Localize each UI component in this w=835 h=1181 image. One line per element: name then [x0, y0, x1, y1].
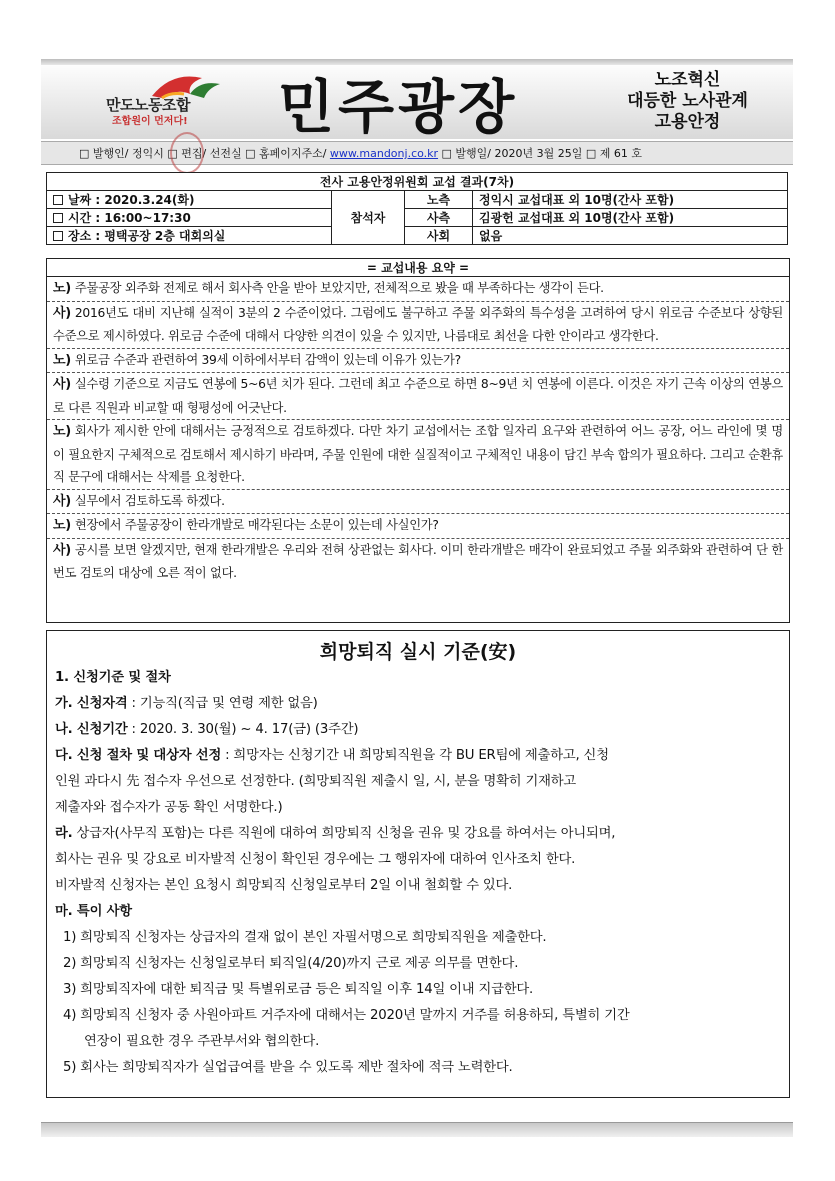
special-notes-heading: 마. 특이 사항: [55, 904, 132, 919]
slogan-box: [600, 70, 775, 133]
summary-entry: 사) 실무에서 검토하도록 하겠다.: [47, 490, 789, 515]
summary-entry: 사) 공시를 보면 알겠지만, 현재 한라개발은 우리와 전혀 상관없는 회사다. 이미 한라개발은 매각이 완료되었고 주물 외주화와 관련하여 단 한 번도 검토의 대상에 오른 적이 없다.: [53, 542, 783, 580]
footer-bar: [41, 1122, 793, 1137]
speaker-label: 노): [53, 352, 71, 368]
summary-entry: 노) 주물공장 외주화 전제로 해서 회사측 안을 받아 보았지만, 전체적으로 봤을 때 부족하다는 생각이 든다.: [47, 277, 789, 302]
summary-title: = 교섭내용 요약 =: [47, 259, 789, 277]
checkbox-icon: [53, 231, 63, 241]
speaker-label: 사): [53, 305, 71, 321]
special-note-item: 2) 희망퇴직 신청자는 신청일로부터 퇴직일(4/20)까지 근로 제공 의무를 면한다.: [63, 956, 519, 971]
publication-info-line: [41, 141, 793, 165]
speaker-label: 사): [53, 377, 71, 392]
side-label: 사측: [405, 209, 473, 227]
criterion-procedure: 다. 신청 절차 및 대상자 선정 : 희망자는 신청기간 내 희망퇴직원을 각 BU ER팀에 제출하고, 신청: [55, 748, 609, 763]
checkbox-icon: [53, 213, 63, 223]
negotiation-summary: [46, 258, 790, 623]
summary-entry: 노) 현장에서 주물공장이 한라개발로 매각된다는 소문이 있는데 사실인가?: [47, 514, 789, 539]
slogan-line-1: 노조혁신: [654, 70, 721, 90]
speaker-label: 노): [53, 424, 71, 439]
publication-title: 민주광장: [278, 73, 519, 141]
attendees-label: 참석자: [332, 191, 405, 245]
special-note-item: 5) 회사는 희망퇴직자가 실업급여를 받을 수 있도록 제반 절차에 적극 노력한다.: [63, 1060, 513, 1075]
homepage-link[interactable]: www.mandonj.co.kr: [329, 147, 439, 160]
criteria-title: 희망퇴직 실시 기준(安): [319, 641, 517, 663]
meeting-info-table: [46, 172, 788, 245]
summary-entry: 노) 회사가 제시한 안에 대해서는 긍정적으로 검토하겠다. 다만 차기 교섭에서는 조합 일자리 요구와 관련하여 어느 공장, 어느 라인에 몇 명이 필요한지 구체적으로 검토해서 제시하기 바라며, 주물 인원에 대한 실질적이고 구체적인 내용이 담긴 부속 합의가 필요하다. 그리고 순환휴직 문구에 대해서는 삭제를 요청한다.: [47, 420, 789, 490]
voluntary-retirement-criteria: [46, 630, 790, 1098]
union-slogan: 조합원이 먼저다!: [112, 116, 188, 127]
criterion-coercion-cont: 비자발적 신청자는 본인 요청시 희망퇴직 신청일로부터 2일 이내 철회할 수 있다.: [55, 878, 513, 893]
info-suffix: □ 발행일/ 2020년 3월 25일 □ 제 61 호: [438, 147, 643, 160]
speaker-label: 노): [53, 281, 71, 296]
side-attendees: 없음: [473, 227, 788, 245]
meeting-title: 전사 고용안정위원회 교섭 결과(7차): [47, 173, 788, 191]
side-label: 노측: [405, 191, 473, 209]
speaker-label: 사): [53, 493, 71, 509]
red-seal-stamp: [170, 132, 204, 174]
slogan-line-3: 고용안정: [654, 112, 721, 132]
special-note-item: 1) 희망퇴직 신청자는 상급자의 결재 없이 본인 자필서명으로 희망퇴직원을 제출한다.: [63, 930, 547, 945]
slogan-line-2: 대등한 노사관계: [627, 91, 748, 111]
criterion-coercion: 라. 상급자(사무직 포함)는 다른 직원에 대하여 희망퇴직 신청을 권유 및 강요를 하여서는 아니되며,: [55, 826, 616, 841]
criterion-coercion-cont: 회사는 권유 및 강요로 비자발적 신청이 확인된 경우에는 그 행위자에 대하여 인사조치 한다.: [55, 852, 576, 867]
criterion-procedure-cont: 제출자와 접수자가 공동 확인 서명한다.): [55, 800, 283, 815]
info-prefix: □ 발행인/ 정익시 □ 편집/ 선전실 □ 홈페이지주소/: [79, 147, 330, 160]
special-note-item: 3) 희망퇴직자에 대한 퇴직금 및 특별위로금 등은 퇴직일 이후 14일 이내 지급한다.: [63, 982, 534, 997]
meeting-place: 장소 : 평택공장 2층 대회의실: [47, 227, 332, 245]
union-logo-text: 만도노동조합: [106, 96, 190, 114]
criterion-eligibility: 가. 신청자격 : 기능직(직급 및 연령 제한 없음): [55, 696, 318, 711]
meeting-date: 날짜 : 2020.3.24(화): [47, 191, 332, 209]
criterion-procedure-cont: 인원 과다시 先 접수자 우선으로 선정한다. (희망퇴직원 제출시 일, 시, 분을 명확히 기재하고: [55, 774, 577, 789]
summary-entry: 노) 위로금 수준과 관련하여 39세 이하에서부터 감액이 있는데 이유가 있는가?: [47, 349, 789, 374]
side-label: 사회: [405, 227, 473, 245]
meeting-time: 시간 : 16:00~17:30: [47, 209, 332, 227]
criterion-period: 나. 신청기간 : 2020. 3. 30(월) ~ 4. 17(금) (3주간): [55, 722, 359, 737]
checkbox-icon: [53, 195, 63, 205]
side-attendees: 정익시 교섭대표 외 10명(간사 포함): [473, 191, 788, 209]
special-note-item: 4) 희망퇴직 신청자 중 사원아파트 거주자에 대해서는 2020년 말까지 거주를 허용하되, 특별히 기간: [63, 1008, 630, 1023]
side-attendees: 김광헌 교섭대표 외 10명(간사 포함): [473, 209, 788, 227]
summary-entry: 사) 실수령 기준으로 지금도 연봉에 5~6년 치가 된다. 그런데 최고 수준으로 하면 8~9년 치 연봉에 이른다. 이것은 자기 근속 이상의 연봉으로 다른 직원과 비교할 때 형평성에 어긋난다.: [47, 373, 789, 420]
speaker-label: 노): [53, 518, 71, 533]
section-heading: 1. 신청기준 및 절차: [55, 670, 171, 685]
special-note-item-cont: 연장이 필요한 경우 주관부서와 협의한다.: [84, 1034, 320, 1049]
speaker-label: 사): [53, 542, 71, 558]
summary-entry: 사) 2016년도 대비 지난해 실적이 3분의 2 수준이었다. 그럼에도 불구하고 주물 외주화의 특수성을 고려하여 당시 위로금 수준보다 상향된 수준으로 제시하였다. 위로금 수준에 대해서 다양한 의견이 있을 수 있지만, 나름대로 최선을 다한 안이라고 생각한다.: [47, 302, 789, 349]
